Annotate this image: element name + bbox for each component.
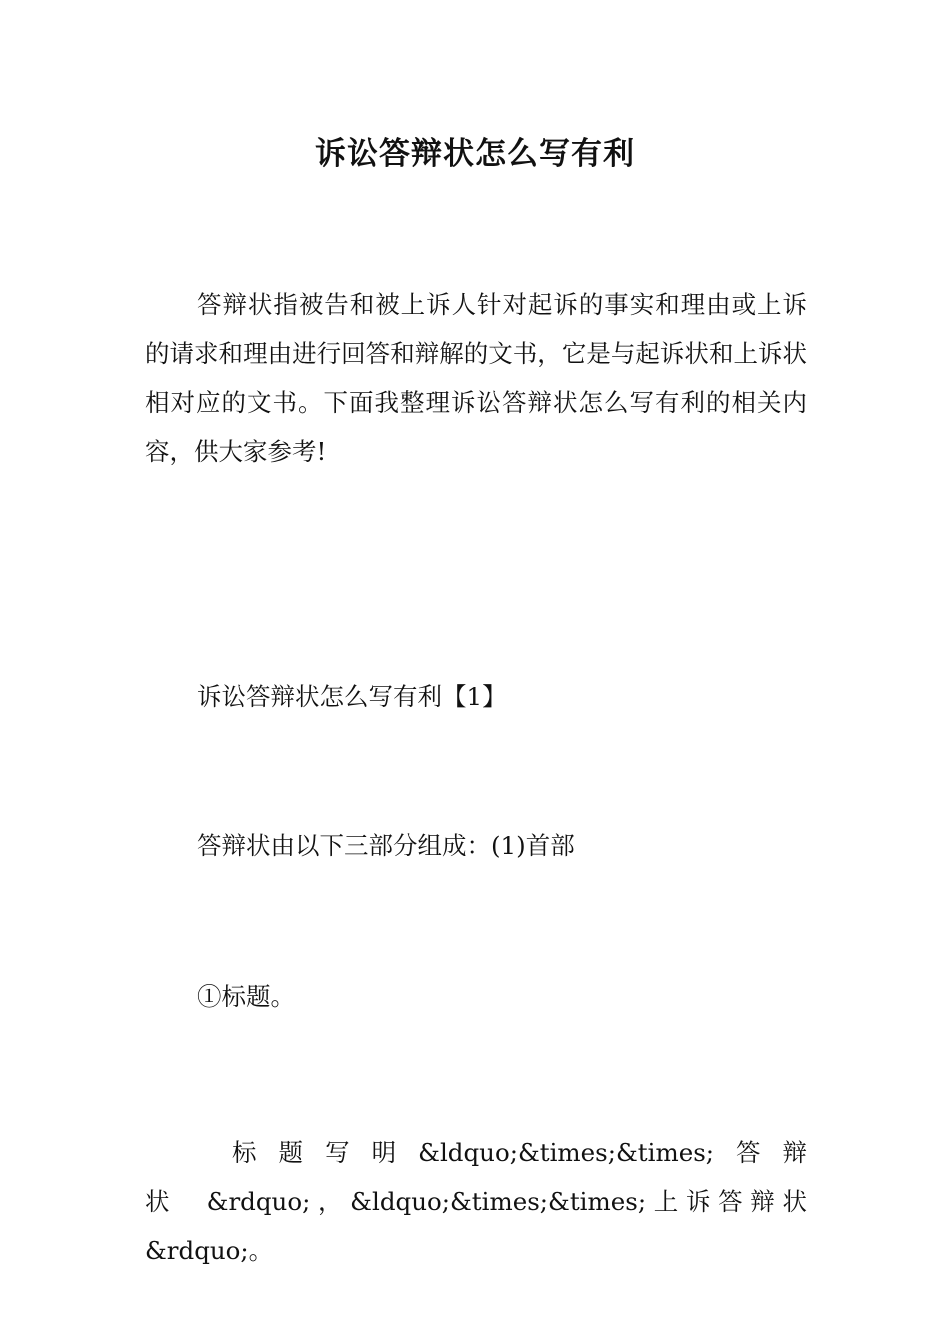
paragraph-title-item: ①标题。 xyxy=(197,982,295,1011)
section-heading: 诉讼答辩状怎么写有利【1】 xyxy=(197,682,507,711)
paragraph-structure: 答辩状由以下三部分组成：(1)首部 xyxy=(197,831,575,860)
intro-paragraph: 答辩状指被告和被上诉人针对起诉的事实和理由或上诉的请求和理由进行回答和辩解的文书，它是与起诉状和上诉状相对应的文书。下面我整理诉讼答辩状怎么写有利的相关内容，供大家参考! xyxy=(145,290,807,466)
document-title: 诉讼答辩状怎么写有利 xyxy=(315,136,635,172)
paragraph-title-description: 标 题 写 明 &ldquo;&times;&times; 答 辩 状 &rdquo;，&ldquo;&times;&times;上诉答辩状&rdquo;。 xyxy=(145,1138,807,1265)
